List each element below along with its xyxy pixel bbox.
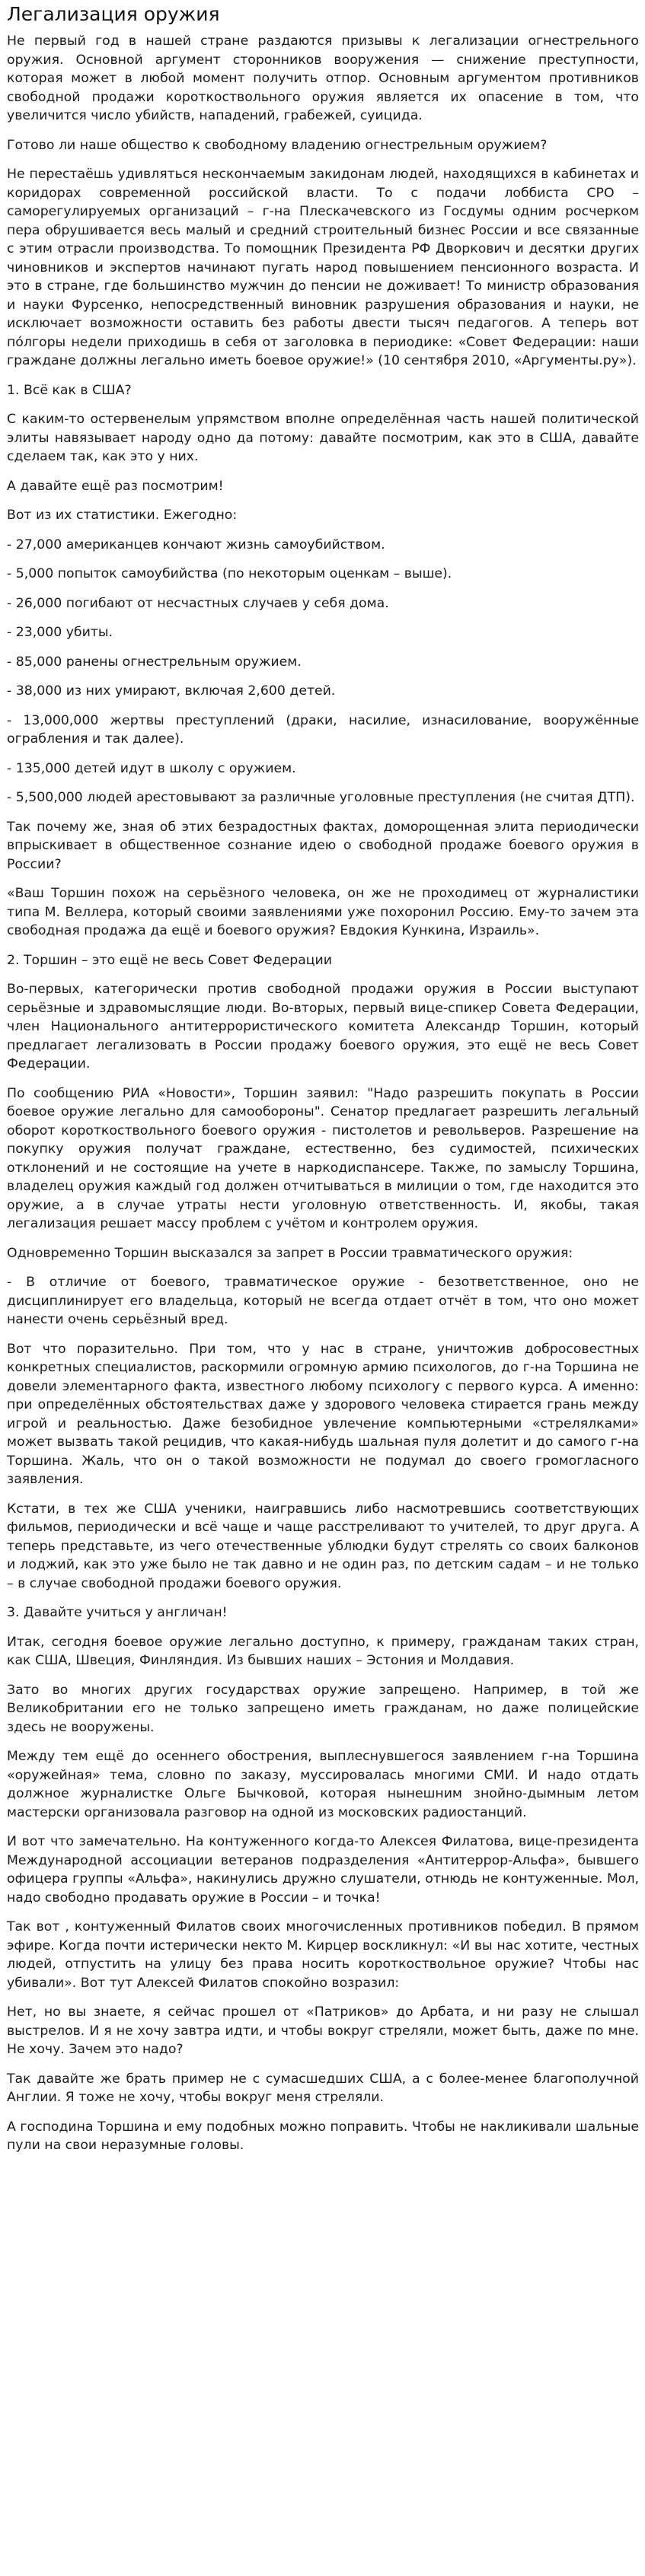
article-paragraph: Во-первых, категорически против свободной продажи оружия в России выступают серьёзные и здравомыслящие люди. Во-вторых, первый вице-спикер Совета Федерации, член Национального антитеррористического комитета Александр Торшин, который предлагает легализовать в России продажу боевого оружия, это ещё не весь Совет Федерации. <box>7 982 639 1071</box>
article-paragraph: Вот что поразительно. При том, что у нас в стране, уничтожив добросовестных конкретных специалистов, раскормили огромную армию психологов, до г-на Торшина не довели элементарного факта, известного любому психологу с первого курса. А именно: при определённых обстоятельствах даже у здорового человека стирается грань между игрой и реальностью. Даже безобидное увлечение компьютерными «стрелялками» может вызвать такой рецидив, что какая-нибудь шальная пуля долетит и до самого г-на Торшина. Жаль, что он о такой возможности не подумал до своего громогласного заявления. <box>7 1341 639 1487</box>
article-paragraph: Кстати, в тех же США ученики, наигравшись либо насмотревшись соответствующих фильмов, периодически и всё чаще и чаще расстреливают то учителей, то друг друга. А теперь представьте, из чего отечественные ублюдки будут стрелять со своих балконов и лоджий, как это уже было не так давно и не один раз, по детским садам – и не только – в случае свободной продажи боевого оружия. <box>7 1501 639 1591</box>
article-paragraph: - 135,000 детей идут в школу с оружием. <box>7 760 296 776</box>
article-paragraph: Одновременно Торшин высказался за запрет в России травматического оружия: <box>7 1245 573 1261</box>
article-paragraph: 3. Давайте учиться у англичан! <box>7 1605 228 1620</box>
article-title: Легализация оружия <box>7 3 220 25</box>
article-paragraph: - 5,500,000 людей арестовывают за различные уголовные преступления (не считая ДТП). <box>7 790 635 805</box>
article-paragraph: 2. Торшин – это ещё не весь Совет Федерации <box>7 952 333 968</box>
article-paragraph: - 13,000,000 жертвы преступлений (драки, насилие, изнасилование, вооружённые ограбления и так далее). <box>7 712 639 747</box>
article-paragraph: И вот что замечательно. На контуженного когда-то Алексея Филатова, вице-президента Международной ассоциации ветеранов подразделения «Антитеррор-Альфа», бывшего офицера группы «Альфа», накинулись дружно слушатели, отнюдь не контуженные. Мол, надо свободно продавать оружие в России – и точка! <box>7 1834 639 1906</box>
article-body <box>7 32 639 2155</box>
article-paragraph: Вот из их статистики. Ежегодно: <box>7 508 238 523</box>
article-paragraph: Так почему же, зная об этих безрадостных фактах, доморощенная элита периодически впрыскивает в общественное сознание идею о свободной продаже боевого оружия в России? <box>7 819 639 872</box>
article-paragraph: Итак, сегодня боевое оружие легально доступно, к примеру, гражданам таких стран, как США, Швеция, Финляндия. Из бывших наших – Эстония и Молдавия. <box>7 1634 639 1668</box>
article-paragraph: - 85,000 ранены огнестрельным оружием. <box>7 654 302 670</box>
article-paragraph: Не перестаёшь удивляться нескончаемым закидонам людей, находящихся в кабинетах и коридорах современной российской власти. То с подачи лоббиста СРО – саморегулируемых организаций – г-на Плескачевского из Госдумы одним росчерком пера обрушивается весь малый и средний строительный бизнес России и все связанные с этим отрасли производства. То помощник Президента РФ Дворкович и десятки других чиновников и экспертов начинают пугать народ повышением пенсионного возраста. И это в стране, где большинство мужчин до пенсии не доживает! То министр образования и науки Фурсенко, непосредственный виновник разрушения образования и науки, не исключает возможности оставить без работы двести тысяч педагогов. А теперь вот по́лгоры недели приходишь в себя от заголовка в периодике: «Совет Федерации: наши граждане должны легально иметь боевое оружие!» (10 сентября 2010, «Аргументы.ру»). <box>7 167 639 368</box>
article-paragraph: 1. Всё как в США? <box>7 382 132 398</box>
article-paragraph: - 38,000 из них умирают, включая 2,600 детей. <box>7 683 336 699</box>
article-paragraph: С каким-то остервенелым упрямством вполне определённая часть нашей политической элиты навязывает народу одно да потому: давайте посмотрим, как это в США, давайте сделаем так, как это у них. <box>7 412 639 464</box>
article-paragraph: - 26,000 погибают от несчастных случаев у себя дома. <box>7 595 389 611</box>
article-paragraph: Не первый год в нашей стране раздаются призывы к легализации огнестрельного оружия. Основной аргумент сторонников вооружения — снижение преступности, которая может в любой момент получить отпор. Основным аргументом противников свободной продажи короткоствольного оружия является их опасение в том, что увеличится число убийств, нападений, грабежей, суицида. <box>7 33 639 123</box>
article-paragraph: «Ваш Торшин похож на серьёзного человека, он же не проходимец от журналистики типа М. Веллера, который своими заявлениями уже похоронил Россию. Ему-то зачем эта свободная продажа да ещё и боевого оружия? Евдокия Кункина, Израиль». <box>7 886 639 938</box>
article-paragraph: Так давайте же брать пример не с сумасшедших США, а с более-менее благополучной Англии. Я тоже не хочу, чтобы вокруг меня стреляли. <box>7 2071 639 2105</box>
article-paragraph: Так вот , контуженный Филатов своих многочисленных противников победил. В прямом эфире. Когда почти истерически некто М. Кирцер воскликнул: «И вы нас хотите, честных людей, отпустить на улицу без права носить короткоствольное оружие? Чтобы нас убивали». Вот тут Алексей Филатов спокойно возразил: <box>7 1919 639 1991</box>
article-paragraph: - 23,000 убиты. <box>7 625 113 640</box>
article-paragraph: Нет, но вы знаете, я сейчас прошел от «Патриков» до Арбата, и ни разу не слышал выстрелов. И я не хочу завтра идти, и чтобы вокруг стреляли, может быть, даже по мне. Не хочу. Зачем это надо? <box>7 2004 639 2057</box>
article-paragraph: А давайте ещё раз посмотрим! <box>7 478 224 494</box>
article-paragraph: А господина Торшина и ему подобных можно поправить. Чтобы не накликивали шальные пули на свои неразумные головы. <box>7 2119 639 2153</box>
article-paragraph: Готово ли наше общество к свободному владению огнестрельным оружием? <box>7 137 548 153</box>
article-paragraph: - 5,000 попыток самоубийства (по некоторым оценкам – выше). <box>7 566 452 581</box>
article-paragraph: - 27,000 американцев кончают жизнь самоубийством. <box>7 537 385 552</box>
article-paragraph: Зато во многих других государствах оружие запрещено. Например, в той же Великобритании его не только запрещено иметь гражданам, но даже полицейские здесь не вооружены. <box>7 1682 639 1735</box>
article-paragraph: По сообщению РИА «Новости», Торшин заявил: "Надо разрешить покупать в России боевое оружие легально для самообороны". Сенатор предлагает разрешить легальный оборот короткоствольного боевого оружия - пистолетов и револьверов. Разрешение на покупку оружия получат граждане, естественно, без судимостей, психических отклонений и не состоящие на учете в наркодиспансере. Также, по замыслу Торшина, владелец оружия каждый год должен отчитываться в милиции о том, где находится это оружие, а в случае утраты нести уголовную ответственность. И, якобы, такая легализация решает массу проблем с учётом и контролем оружия. <box>7 1085 639 1231</box>
article-paragraph: Между тем ещё до осеннего обострения, выплеснувшегося заявлением г-на Торшина «оружейная» тема, словно по заказу, муссировалась многими СМИ. И надо отдать должное журналистке Ольге Бычковой, которая нынешним знойно-дымным летом мастерски организовала разговор на одной из московских радиостанций. <box>7 1749 639 1820</box>
article-paragraph: - В отличие от боевого, травматическое оружие - безответственное, оно не дисциплинирует его владельца, который не всегда отдает отчёт в том, что оно может нанести очень серьёзный вред. <box>7 1275 639 1327</box>
